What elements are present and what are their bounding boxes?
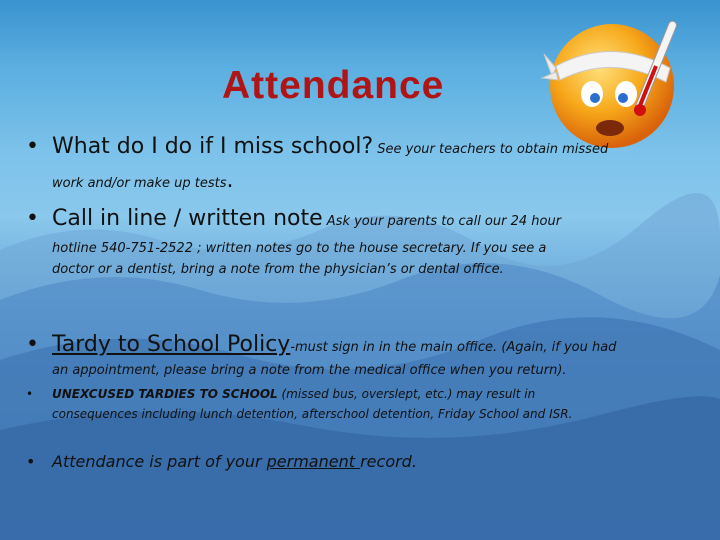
slide-title: Attendance: [222, 64, 445, 107]
bullet-heading: Call in line / written note: [52, 206, 323, 231]
bullet-call-in-line: [26, 206, 676, 280]
bullet-dot: •: [26, 387, 34, 401]
bullet-text: Attendance is part of your: [52, 452, 267, 471]
bullet-dot: •: [26, 134, 39, 159]
bullet-period: .: [226, 168, 234, 193]
bullet-note: an appointment, please bring a note from the medical office when you return).: [52, 363, 567, 378]
bullet-note: work and/or make up tests: [52, 176, 227, 191]
bullet-note: Ask your parents to call our 24 hour: [322, 214, 562, 229]
bullet-text: record.: [360, 452, 417, 471]
bullet-dot: •: [26, 206, 39, 231]
bullet-note: hotline 540-751-2522 ; written notes go to the house secretary. If you see a: [52, 241, 547, 256]
bullet-heading: UNEXCUSED TARDIES TO SCHOOL: [52, 387, 278, 401]
bullet-note: -must sign in in the main office. (Again, if you had: [290, 340, 617, 355]
bullet-dot: •: [26, 452, 36, 471]
bullet-heading: Tardy to School Policy: [52, 332, 291, 357]
bullet-heading: What do I do if I miss school?: [52, 134, 374, 159]
bullet-note: consequences including lunch detention, afterschool detention, Friday School and ISR.: [52, 407, 573, 421]
bullet-note: (missed bus, overslept, etc.) may result in: [277, 387, 536, 401]
bullet-unexcused-tardies: [26, 384, 676, 424]
bullet-missed-school: [26, 134, 676, 194]
bullet-note: See your teachers to obtain missed: [373, 142, 609, 157]
bullet-dot: •: [26, 332, 39, 357]
sick-face-emoji-icon: [540, 6, 690, 154]
bullet-tardy-policy: [26, 332, 676, 381]
bullet-permanent-record: [26, 452, 676, 471]
bullet-note: doctor or a dentist, bring a note from the physician’s or dental office.: [52, 262, 504, 277]
bullet-emphasis: permanent: [266, 452, 361, 471]
